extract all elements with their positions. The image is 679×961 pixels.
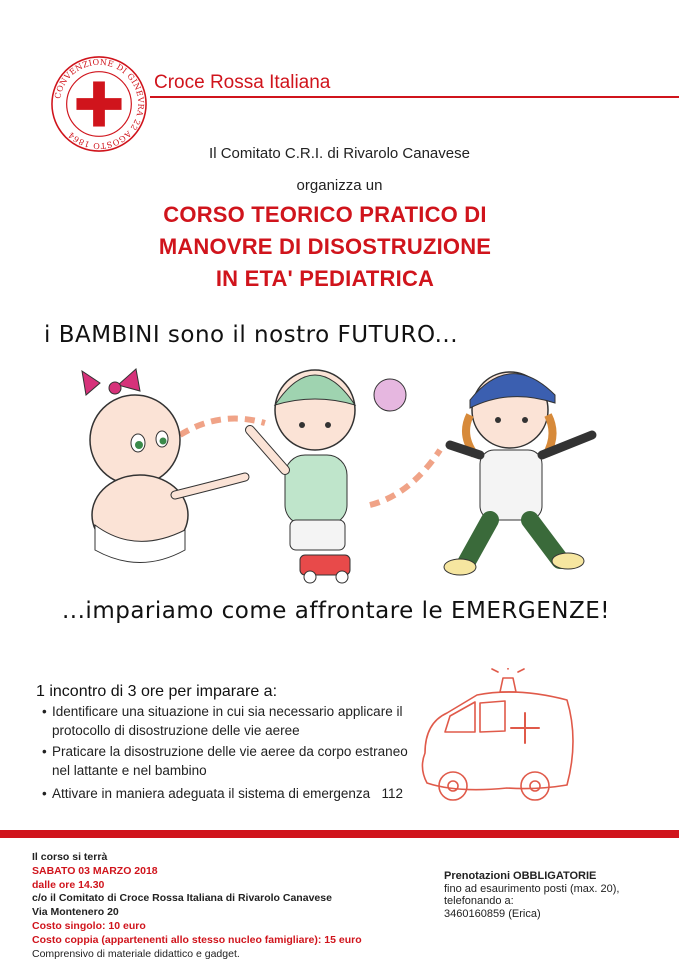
organizes-line: organizza un (296, 177, 383, 194)
course-title-line-2: MANOVRE DI DISOSTRUZIONE (158, 234, 492, 259)
course-title-line-3: IN ETA' PEDIATRICA (215, 266, 435, 291)
bullet-icon: • (42, 704, 47, 719)
details-label: Il corso si terrà (32, 851, 108, 863)
bullet-icon: • (42, 786, 47, 801)
booking-call: telefonando a: (444, 895, 514, 907)
course-date: SABATO 03 MARZO 2018 (32, 864, 158, 877)
objective-text: Attivare in maniera adeguata il sistema di emergenza (52, 786, 371, 801)
emergency-number: 112 (381, 786, 403, 801)
course-venue: c/o il Comitato di Croce Rossa Italiana di Rivarolo Canavese (32, 892, 332, 905)
objective-item (42, 784, 442, 803)
committee-line: Il Comitato C.R.I. di Rivarolo Canavese (209, 145, 470, 162)
cost-couple: Costo coppia (appartenenti allo stesso nucleo famigliare): 15 euro (32, 933, 362, 946)
includes-note: Comprensivo di materiale didattico e gadget. (32, 947, 240, 960)
booking-phone: 3460160859 (Erica) (444, 907, 541, 920)
footer-red-band (0, 830, 679, 838)
organization-name: Croce Rossa Italiana (154, 72, 331, 93)
running-boy-figure (444, 372, 592, 575)
children-illustration (70, 355, 630, 590)
baby-girl-figure (82, 369, 245, 563)
ambulance-icon (405, 668, 585, 808)
red-cross-seal-logo (50, 55, 148, 153)
objective-item: • Identificare una situazione in cui sia necessario applicare il protocollo di disostruzione delle vie aeree (42, 704, 403, 738)
tagline-top: i BAMBINI sono il nostro FUTURO... (44, 322, 459, 348)
toddler-boy-figure (250, 370, 406, 583)
booking-limit: fino ad esaurimento posti (max. 20), (444, 882, 620, 895)
tagline-bottom: ...impariamo come affrontare le EMERGENZE! (62, 598, 610, 624)
course-objectives-heading: 1 incontro di 3 ore per imparare a: (36, 683, 278, 700)
bullet-icon: • (42, 744, 47, 759)
cost-single: Costo singolo: 10 euro (32, 919, 146, 932)
course-address: Via Montenero 20 (32, 906, 119, 919)
course-title-line-1: CORSO TEORICO PRATICO DI (163, 202, 487, 227)
header-divider (150, 96, 679, 98)
booking-required: Prenotazioni OBBLIGATORIE (444, 870, 597, 882)
booking-info (444, 870, 619, 920)
seal-text: CONVENZIONE DI GINEVRA 22 AGOSTO 1864 (53, 57, 146, 151)
objective-item: • Praticare la disostruzione delle vie aeree da corpo estraneo nel lattante e nel bambino (42, 744, 408, 778)
course-details (32, 851, 362, 961)
course-time: dalle ore 14.30 (32, 878, 105, 891)
